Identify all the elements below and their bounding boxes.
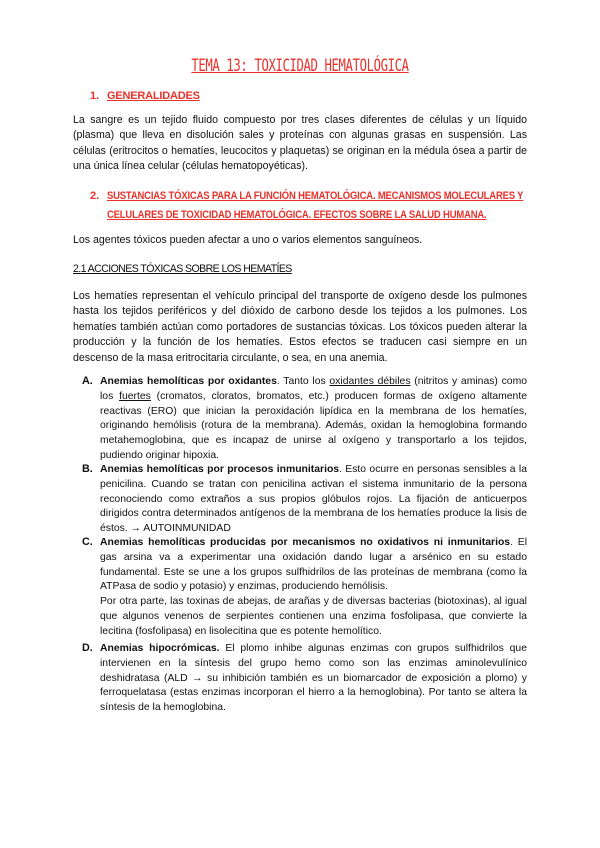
item-a-text-1: . Tanto los [276, 376, 330, 387]
item-c-title: Anemias hemolíticas producidas por mecanismos no oxidativos ni inmunitarios [100, 537, 511, 548]
item-a-text [100, 375, 527, 464]
item-a-letter: A. [82, 375, 93, 387]
item-c-text [100, 536, 527, 595]
item-d-text [100, 642, 527, 716]
item-a-text-3: (cromatos, cloratos, bromatos, etc.) producen formas de oxígeno altamente reactivas (ERO) que inician la peroxidación lipídica en la membrana de los hematíes, originando hemólisis (rotura de la membrana). Además, oxidan la hemoglobina formando metahemoglobina, que es incapaz de unirse al oxígeno y transportarlo a los tejidos, pudiendo originar hipoxia. [100, 390, 527, 461]
page-title: TEMA 13: TOXICIDAD HEMATOLÓGICA [191, 56, 409, 76]
item-c-text-1: . El gas arsina va a experimentar una oxidación dando lugar a arsénico en su estado fundamental. Este se une a los grupos sulfhidrilos de las proteínas de membrana (como la ATPasa de sodio y potasio) y enzimas, produciendo hemólisis. [100, 537, 528, 593]
section-2-paragraph: Los agentes tóxicos pueden afectar a uno o varios elementos sanguíneos. [73, 234, 423, 246]
item-b-text-1: . Esto ocurre en personas sensibles a la penicilina. Cuando se tratan con penicilina activan el sistema inmunitario de la persona reconociendo como extraños a sus propios glóbulos rojos. La fijación de anticuerpos dirigidos contra determinados antígenos de la membrana de los hematíes produce la lisis de éstos. → AUTOINMUNIDAD [100, 464, 527, 535]
section-2-number: 2. [90, 190, 100, 202]
section-1-paragraph: La sangre es un tejido fluido compuesto por tres clases diferentes de células y un líquido (plasma) que lleva en disolución sales y proteínas con algunas grasas en suspensión. Las células (eritrocitos o hematíes, leucocitos y plaquetas) se originan en la médula ósea a partir de una única línea celular (células hematopoyéticas). [73, 114, 527, 173]
section-2-heading-line1: SUSTANCIAS TÓXICAS PARA LA FUNCIÓN HEMATOLÓGICA. MECANISMOS MOLECULARES Y [107, 190, 524, 202]
section-2-heading-line2: CELULARES DE TOXICIDAD HEMATOLÓGICA. EFECTOS SOBRE LA SALUD HUMANA. [107, 209, 487, 221]
item-d-text-1: El plomo inhibe algunas enzimas con grupos sulfhidrilos que intervienen en la síntesis del grupo hemo como son las enzimas aminolevulínico deshidratasa (ALD → su inhibición también es un biomarcador de exposición a plomo) y ferroquelatasa (estas enzimas incorporan el hierro a la hemoglobina). Por tanto se altera la síntesis de la hemoglobina. [100, 643, 527, 714]
item-c-letter: C. [82, 536, 93, 548]
section-1-number: 1. [90, 90, 100, 102]
item-b-text [100, 463, 527, 537]
item-a-strong-oxidants: fuertes [119, 390, 151, 402]
item-c-text-2: Por otra parte, las toxinas de abejas, de arañas y de diversas bacterias (biotoxinas), al igual que algunos venenos de serpientes contienen una enzima fosfolipasa, que convierte la lecitina (fosfolipasa) en lisolecitina que es potente hemolítico. [100, 596, 527, 637]
section-1-heading: GENERALIDADES [107, 90, 200, 102]
item-d-title: Anemias hipocrómicas. [100, 643, 220, 654]
item-a-text-2: (nitritos y aminas) como los [100, 376, 528, 402]
item-a-title: Anemias hemolíticas por oxidantes [100, 376, 277, 387]
subsection-2-1-heading: 2.1 ACCIONES TÓXICAS SOBRE LOS HEMATÍES [73, 263, 292, 275]
item-a-weak-oxidants: oxidantes débiles [329, 376, 411, 387]
item-b-letter: B. [82, 463, 93, 475]
item-b-title: Anemias hemolíticas por procesos inmunitarios [100, 464, 340, 475]
item-d-letter: D. [82, 642, 93, 654]
subsection-2-1-paragraph: Los hematíes representan el vehículo principal del transporte de oxígeno desde los pulmones hasta los tejidos periféricos y del dióxido de carbono desde los tejidos a los pulmones. Los hematíes también actúan como portadores de sustancias tóxicas. Los tóxicos pueden alterar la producción y la función de los hematíes. Estos efectos se traducen casi siempre en un descenso de la masa eritrocitaria circulante, o sea, en una anemia. [73, 290, 527, 364]
